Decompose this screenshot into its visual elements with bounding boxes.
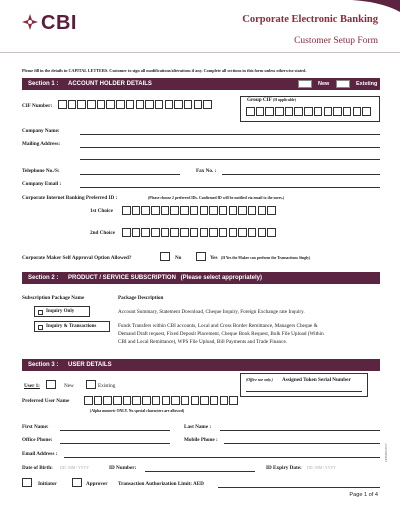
office-phone-label: Office Phone: [22,437,53,443]
maker-yes-note: (If Yes the Maker can perform the Transactions Singly) [221,256,311,260]
mailing-address-input-line2[interactable] [80,159,380,160]
telephone-input[interactable] [80,174,180,175]
company-email-input[interactable] [80,187,380,188]
maker-no-label: No [175,255,182,261]
header-rule [0,52,400,53]
last-name-input[interactable] [220,430,380,431]
section3-title: USER DETAILS [68,362,112,368]
approver-label: Approver [86,481,108,487]
logo-text: CBI [41,12,77,34]
user-existing-checkbox[interactable] [86,380,96,389]
auth-limit-label: Transaction Authorization Limit: AED [118,481,204,487]
pkg-inquiry-only-desc: Account Summary, Statement Download, Cheque Inquiry, Foreign Exchange rate Inquiry. [118,309,305,315]
user-existing-label: Existing [98,383,116,389]
pkg-inquiry-transactions-option[interactable] [34,321,110,332]
initiator-checkbox[interactable] [22,478,32,487]
mobile-phone-label: Mobile Phone : [184,437,218,443]
section3-header [22,359,380,371]
user-new-checkbox[interactable] [46,380,56,389]
page-number: Page 1 of 4 [349,492,378,498]
approver-checkbox[interactable] [72,478,82,487]
section3-number: Section 3 : [28,362,59,368]
token-serial-input[interactable] [246,391,362,392]
pkg-inquiry-only-option[interactable] [34,306,90,317]
second-choice-input[interactable] [122,228,277,237]
company-name-label: Company Name: [22,128,60,134]
first-name-label: First Name: [22,424,49,430]
first-choice-input[interactable] [122,206,277,215]
first-choice-label: 1st Choice [90,208,113,214]
initiator-label: Initiator [38,481,57,487]
section1-new-label: New [318,81,330,87]
section1-title: ACCOUNT HOLDER DETAILS [68,81,152,87]
office-use-label: (Office use only.) [246,378,273,382]
fax-input[interactable] [222,174,380,175]
first-name-input[interactable] [60,430,170,431]
ib-id-note: (Please choose 2 preferred IDs. Confirmed ID will be notified via email to the users.) [148,196,285,200]
id-number-label: ID Number: [109,465,137,471]
section1-number: Section 1 : [28,81,59,87]
ib-id-label: Corporate Internet Banking Preferred ID : [22,195,118,201]
preferred-username-label: Preferred User Name [22,398,70,404]
section1-existing-checkbox[interactable] [336,80,350,88]
maker-yes-checkbox[interactable] [196,252,206,261]
section1-header [22,78,380,90]
telephone-label: Telephone No./S: [22,168,60,174]
pkg-inquiry-transactions-label: Inquiry & Transactions [46,324,97,329]
header-decoration [352,0,400,12]
form-title: Corporate Electronic Banking [242,14,378,25]
preferred-username-input[interactable] [84,396,239,405]
cif-label: CIF Number: [22,103,53,109]
token-serial-label: Assigned Token Serial Number [282,377,351,383]
pkg-inquiry-transactions-desc-1: Funds Transfers within CBI accounts, Local and Cross Border Remittance, Managers Cheque & [118,323,318,329]
mailing-address-input[interactable] [80,147,380,148]
section2-header [22,272,380,284]
id-expiry-label: ID Expiry Date: [266,465,302,471]
cif-input[interactable] [58,100,213,109]
group-cif-label: Group CIF (If applicable) [247,97,296,103]
office-phone-input[interactable] [60,443,170,444]
group-cif-input[interactable] [246,107,372,116]
maker-no-checkbox[interactable] [160,252,170,261]
second-choice-label: 2nd Choice [90,230,115,236]
auth-limit-input[interactable] [218,487,380,488]
section2-number: Section 2 : [28,275,59,281]
package-column-header: Subscription Package Name [22,295,85,301]
pkg-inquiry-transactions-desc-3: CBI and Local Remittance), WPS File Upload, Bill Payments and Trade Finance. [118,339,288,345]
id-expiry-input[interactable]: DD / MM / YYYY [307,466,336,470]
cbi-logo-icon [22,14,38,30]
form-code: CEB/09/2017 [384,443,388,462]
section2-title: PRODUCT / SERVICE SUBSCRIPTION [68,275,176,281]
section1-new-checkbox[interactable] [298,80,312,88]
mailing-address-label: Mailing Address: [22,141,61,147]
company-email-label: Company Email : [22,181,62,187]
form-subtitle: Customer Setup Form [294,36,378,46]
maker-yes-label: Yes [210,255,218,261]
pkg-inquiry-only-checkbox[interactable] [38,310,43,315]
pkg-inquiry-transactions-checkbox[interactable] [38,325,43,330]
preferred-username-note: (Alpha numeric ONLY. No special characters are allowed) [90,409,185,413]
section1-existing-label: Existing [356,81,378,87]
dob-input[interactable]: DD / MM / YYYY [60,466,89,470]
id-number-input[interactable] [145,471,255,472]
email-address-label: Email Address : [22,451,58,457]
company-name-input[interactable] [80,134,380,135]
user-new-label: New [64,383,74,389]
user1-label: User 1: [24,383,40,389]
dob-label: Date of Birth: [22,465,53,471]
email-address-input[interactable] [64,457,380,458]
last-name-label: Last Name : [184,424,212,430]
mobile-phone-input[interactable] [224,443,380,444]
section2-note: (Please select appropriately) [180,275,262,281]
description-column-header: Package Description [118,295,164,301]
pkg-inquiry-only-label: Inquiry Only [46,309,75,314]
instructions-note: Please fill in the details in CAPITAL LETTERS. Customer to sign all modifications/alterations if any. Complete all sections in this form unless otherwise stated. [22,68,307,73]
pkg-inquiry-transactions-desc-2: Demand Draft request, Fixed Deposit Placement, Cheque Book Request, Bulk File Upload (Within [118,331,324,337]
maker-approval-label: Corporate Maker Self Approval Option Allowed? [22,255,132,261]
fax-label: Fax No. : [196,168,217,174]
